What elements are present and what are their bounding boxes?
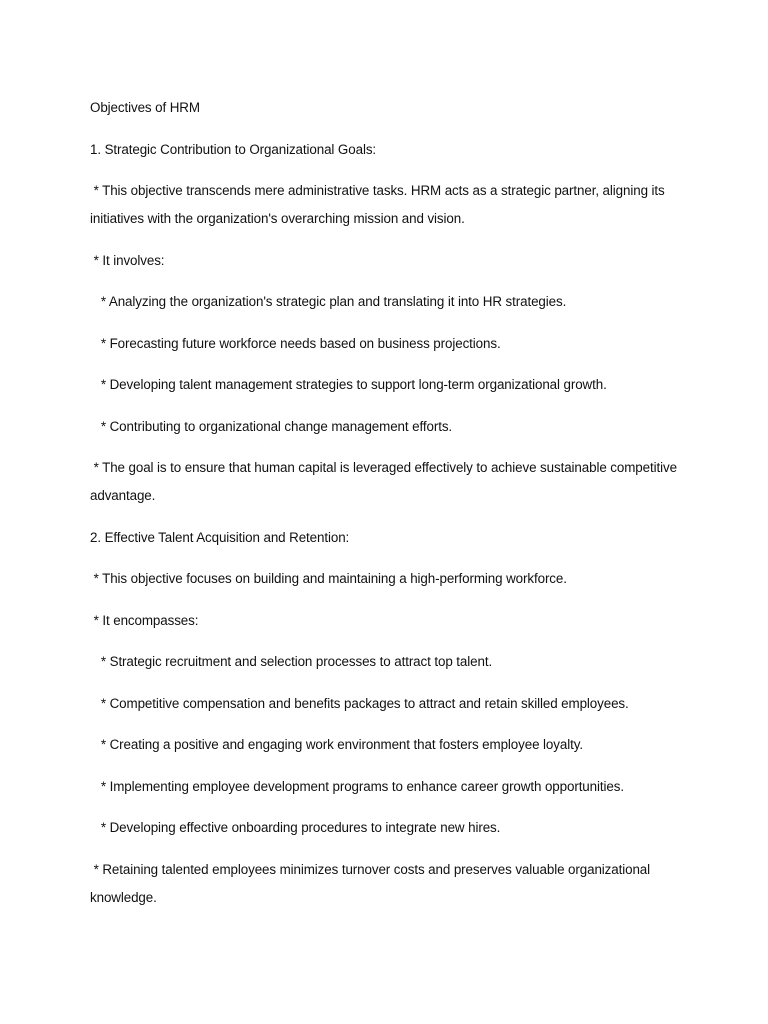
bullet-paragraph: * The goal is to ensure that human capital is leveraged effectively to achieve sustainable competitive advantage. (90, 460, 681, 503)
bullet-paragraph: * It encompasses: (90, 612, 199, 628)
sub-bullet-paragraph: * Contributing to organizational change management efforts. (90, 418, 453, 434)
bullet-paragraph: * This objective focuses on building and maintaining a high-performing workforce. (90, 571, 567, 586)
sub-bullet-paragraph: * Strategic recruitment and selection processes to attract top talent. (90, 654, 493, 669)
sub-bullet-paragraph: * Creating a positive and engaging work environment that fosters employee loyalty. (90, 737, 583, 752)
sub-bullet-paragraph: * Forecasting future workforce needs based on business projections. (90, 335, 501, 351)
bullet-paragraph: * Retaining talented employees minimizes turnover costs and preserves valuable organizational knowledge. (90, 861, 654, 905)
sub-bullet-paragraph: * Analyzing the organization's strategic plan and translating it into HR strategies. (90, 294, 567, 309)
document-body (90, 94, 690, 925)
bullet-paragraph: * This objective transcends mere administrative tasks. HRM acts as a strategic partner, aligning its initiatives with the organization's overarching mission and vision. (90, 183, 669, 226)
sub-bullet-paragraph: * Implementing employee development programs to enhance career growth opportunities. (90, 778, 624, 794)
sub-bullet-paragraph: * Competitive compensation and benefits packages to attract and retain skilled employees. (90, 695, 629, 711)
section-heading-talent-acquisition: 2. Effective Talent Acquisition and Retention: (90, 529, 350, 545)
sub-bullet-paragraph: * Developing talent management strategies to support long-term organizational growth. (90, 377, 607, 392)
sub-bullet-paragraph: * Developing effective onboarding procedures to integrate new hires. (90, 820, 501, 835)
document-title: Objectives of HRM (90, 100, 200, 115)
section-heading-strategic-contribution: 1. Strategic Contribution to Organizational Goals: (90, 141, 377, 157)
bullet-paragraph: * It involves: (90, 252, 165, 268)
